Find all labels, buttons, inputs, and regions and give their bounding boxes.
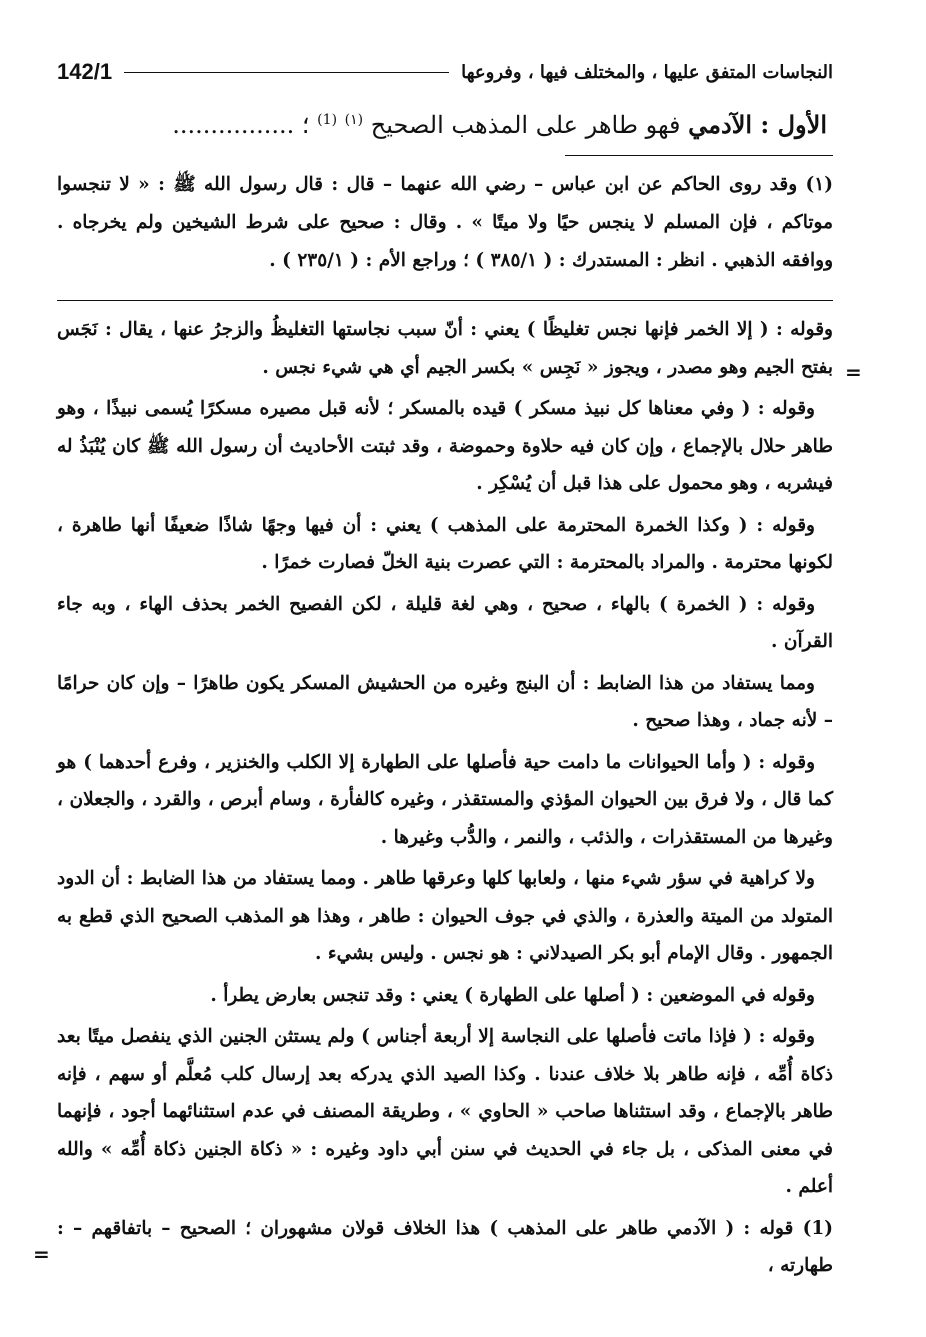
page-number: 142/1 [57,59,113,84]
continuation-mark: = [845,360,862,384]
footnote: (١) وقد روى الحاكم عن ابن عباس – رضي الله عنهما – قال : قال رسول الله ﷺ : « لا تنجسوا موتاكم ، فإن المسلم لا ينجس حيًا ولا ميتًا » . وقال : صحيح على شرط الشيخين ولم يخرجاه . ووافقه الذهبي . انظر : المستدرك : ( ٣٨٥/١ ) ؛ وراجع الأم : ( ٢٣٥/١ ) . [57,174,833,271]
header-rule [124,72,449,73]
running-title: النجاسات المتفق عليها ، والمختلف فيها ، وفروعها [461,61,833,83]
commentary-paragraph: وقوله : ( وكذا الخمرة المحترمة على المذهب ) يعني : أن فيها وجهًا شاذًا ضعيفًا أنها طاهرة ، لكونها محترمة . والمراد بالمحترمة : التي عصرت بنية الخلّ فصارت خمرًا . [57,514,833,573]
commentary-paragraph: وقوله : ( إلا الخمر فإنها نجس تغليظًا ) يعني : أنّ سبب نجاستها التغليظُ والزجرُ عنها ، يقال : نَجَس بفتح الجيم وهو مصدر ، ويجوز « نَجِس » بكسر الجيم أي هي شيء نجس . [57,319,833,378]
page [57,52,833,1289]
footnote-ref-2: (1) [317,112,338,128]
commentary-footnote-line: (1) قوله : ( الآدمي طاهر على المذهب ) هذا الخلاف قولان مشهوران ؛ الصحيح – باتفاقهم – : طهارته ، [57,1217,833,1276]
end-continuation-mark: = [33,1242,50,1266]
commentary-paragraph: وقوله : ( وفي معناها كل نبيذ مسكر ) قيده بالمسكر ؛ لأنه قبل مصيره مسكرًا يُسمى نبيذًا ، وهو طاهر حلال بالإجماع ، وإن كان فيه حلاوة وحموضة ، وقد ثبتت الأحاديث أن رسول الله ﷺ كان يُنْبَذُ له فيشربه ، وهو محمول على هذا قبل أن يُسْكِر . [57,398,833,494]
main-separator-rule [565,155,833,156]
commentary-paragraph: وقوله : ( الخمرة ) بالهاء ، صحيح ، وهي لغة قليلة ، لكن الفصيح الخمر بحذف الهاء ، وبه جاء القرآن . [57,593,833,652]
commentary [57,311,833,1285]
commentary-paragraph: ولا كراهية في سؤر شيء منها ، ولعابها كلها وعرقها طاهر . ومما يستفاد من هذا الضابط : أن الدود المتولد من الميتة والعذرة ، والذي في جوف الحيوان : طاهر ، وهذا هو المذهب الصحيح الذي قطع به الجمهور . وقال الإمام أبو بكر الصيدلاني : هو نجس . وليس بشيء . [57,868,833,964]
commentary-paragraph: وقوله : ( فإذا ماتت فأصلها على النجاسة إلا أربعة أجناس ) ولم يستثن الجنين الذي ينفصل ميتًا بعد ذكاة أُمِّه ، فإنه طاهر بلا خلاف عندنا . وكذا الصيد الذي يدركه بعد إرسال كلب مُعلَّم أو سهم ، فإنه طاهر بالإجماع ، وقد استثناها صاحب « الحاوي » ، وطريقة المصنف في عدم استثنائهما أجود ، فإنهما في معنى المذكى ، بل جاء في الحديث في سنن أبي داود وغيره : « ذكاة الجنين ذكاة أُمِّه » والله أعلم . [57,1026,833,1197]
main-text [57,98,833,147]
commentary-paragraph: وقوله : ( وأما الحيوانات ما دامت حية فأصلها على الطهارة إلا الكلب والخنزير ، وفرع أحدهما ) هو كما قال ، ولا فرق بين الحيوان المؤذي والمستقذر ، وغيره كالفأرة ، وسام أبرص ، والقرد ، والجعلان ، وغيرها من المستقذرات ، والذئب ، والنمر ، والدُّب وغيرها . [57,751,834,848]
commentary-separator-rule [57,300,833,301]
main-body: فهو طاهر على المذهب الصحيح [363,111,681,139]
main-label: الأول : الآدمي [688,110,827,139]
commentary-paragraph: ومما يستفاد من هذا الضابط : أن البنج وغيره من الحشيش المسكر يكون طاهرًا – وإن كان حرامًا – لأنه جماد ، وهذا صحيح . [57,672,833,731]
page-header [57,52,833,92]
commentary-paragraph: وقوله في الموضعين : ( أصلها على الطهارة ) يعني : وقد تنجس بعارض يطرأ . [210,984,815,1006]
footnote-ref-1: (١) [344,112,364,128]
main-tail: ؛ ................ [172,111,310,139]
